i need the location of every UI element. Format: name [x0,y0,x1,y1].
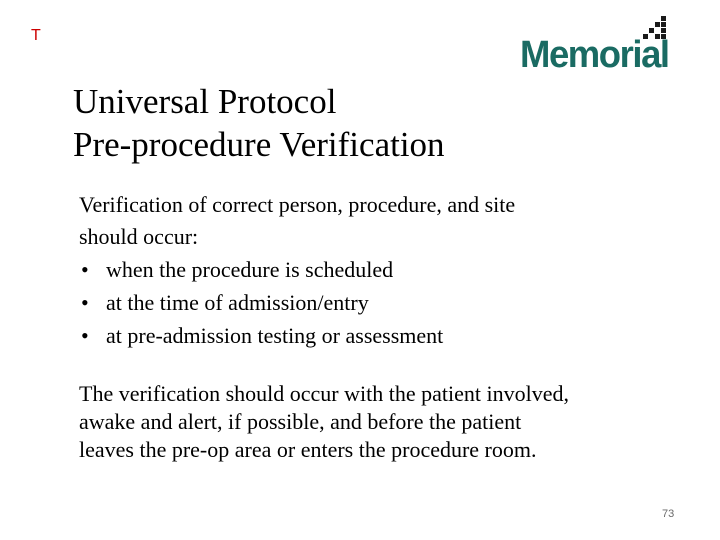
bullet-text: at the time of admission/entry [106,290,369,315]
title-line: Pre-procedure Verification [73,125,445,164]
bullet-item [79,286,679,319]
bullet-list [79,253,679,352]
title-line: Universal Protocol [73,82,337,121]
intro-text [79,190,679,253]
bullet-icon: • [81,257,89,282]
paragraph-line: The verification should occur with the patient involved, [79,381,569,406]
bullet-text: when the procedure is scheduled [106,257,394,282]
intro-line: Verification of correct person, procedure, and site [79,192,516,217]
verification-paragraph [79,380,679,464]
bullet-text: at pre-admission testing or assessment [106,323,444,348]
intro-line: should occur: [79,224,199,249]
bullet-icon: • [81,323,89,348]
bullet-icon: • [81,290,89,315]
corner-mark: T [31,27,41,44]
paragraph-line: awake and alert, if possible, and before the patient [79,409,522,434]
body-block [79,190,679,352]
slide-title [73,80,445,166]
paragraph-line: leaves the pre-op area or enters the procedure room. [79,437,537,462]
memorial-logo [520,16,692,76]
page-number: 73 [662,508,675,520]
bullet-item [79,319,679,352]
logo-wordmark: Memorial [520,34,669,76]
bullet-item [79,253,679,286]
